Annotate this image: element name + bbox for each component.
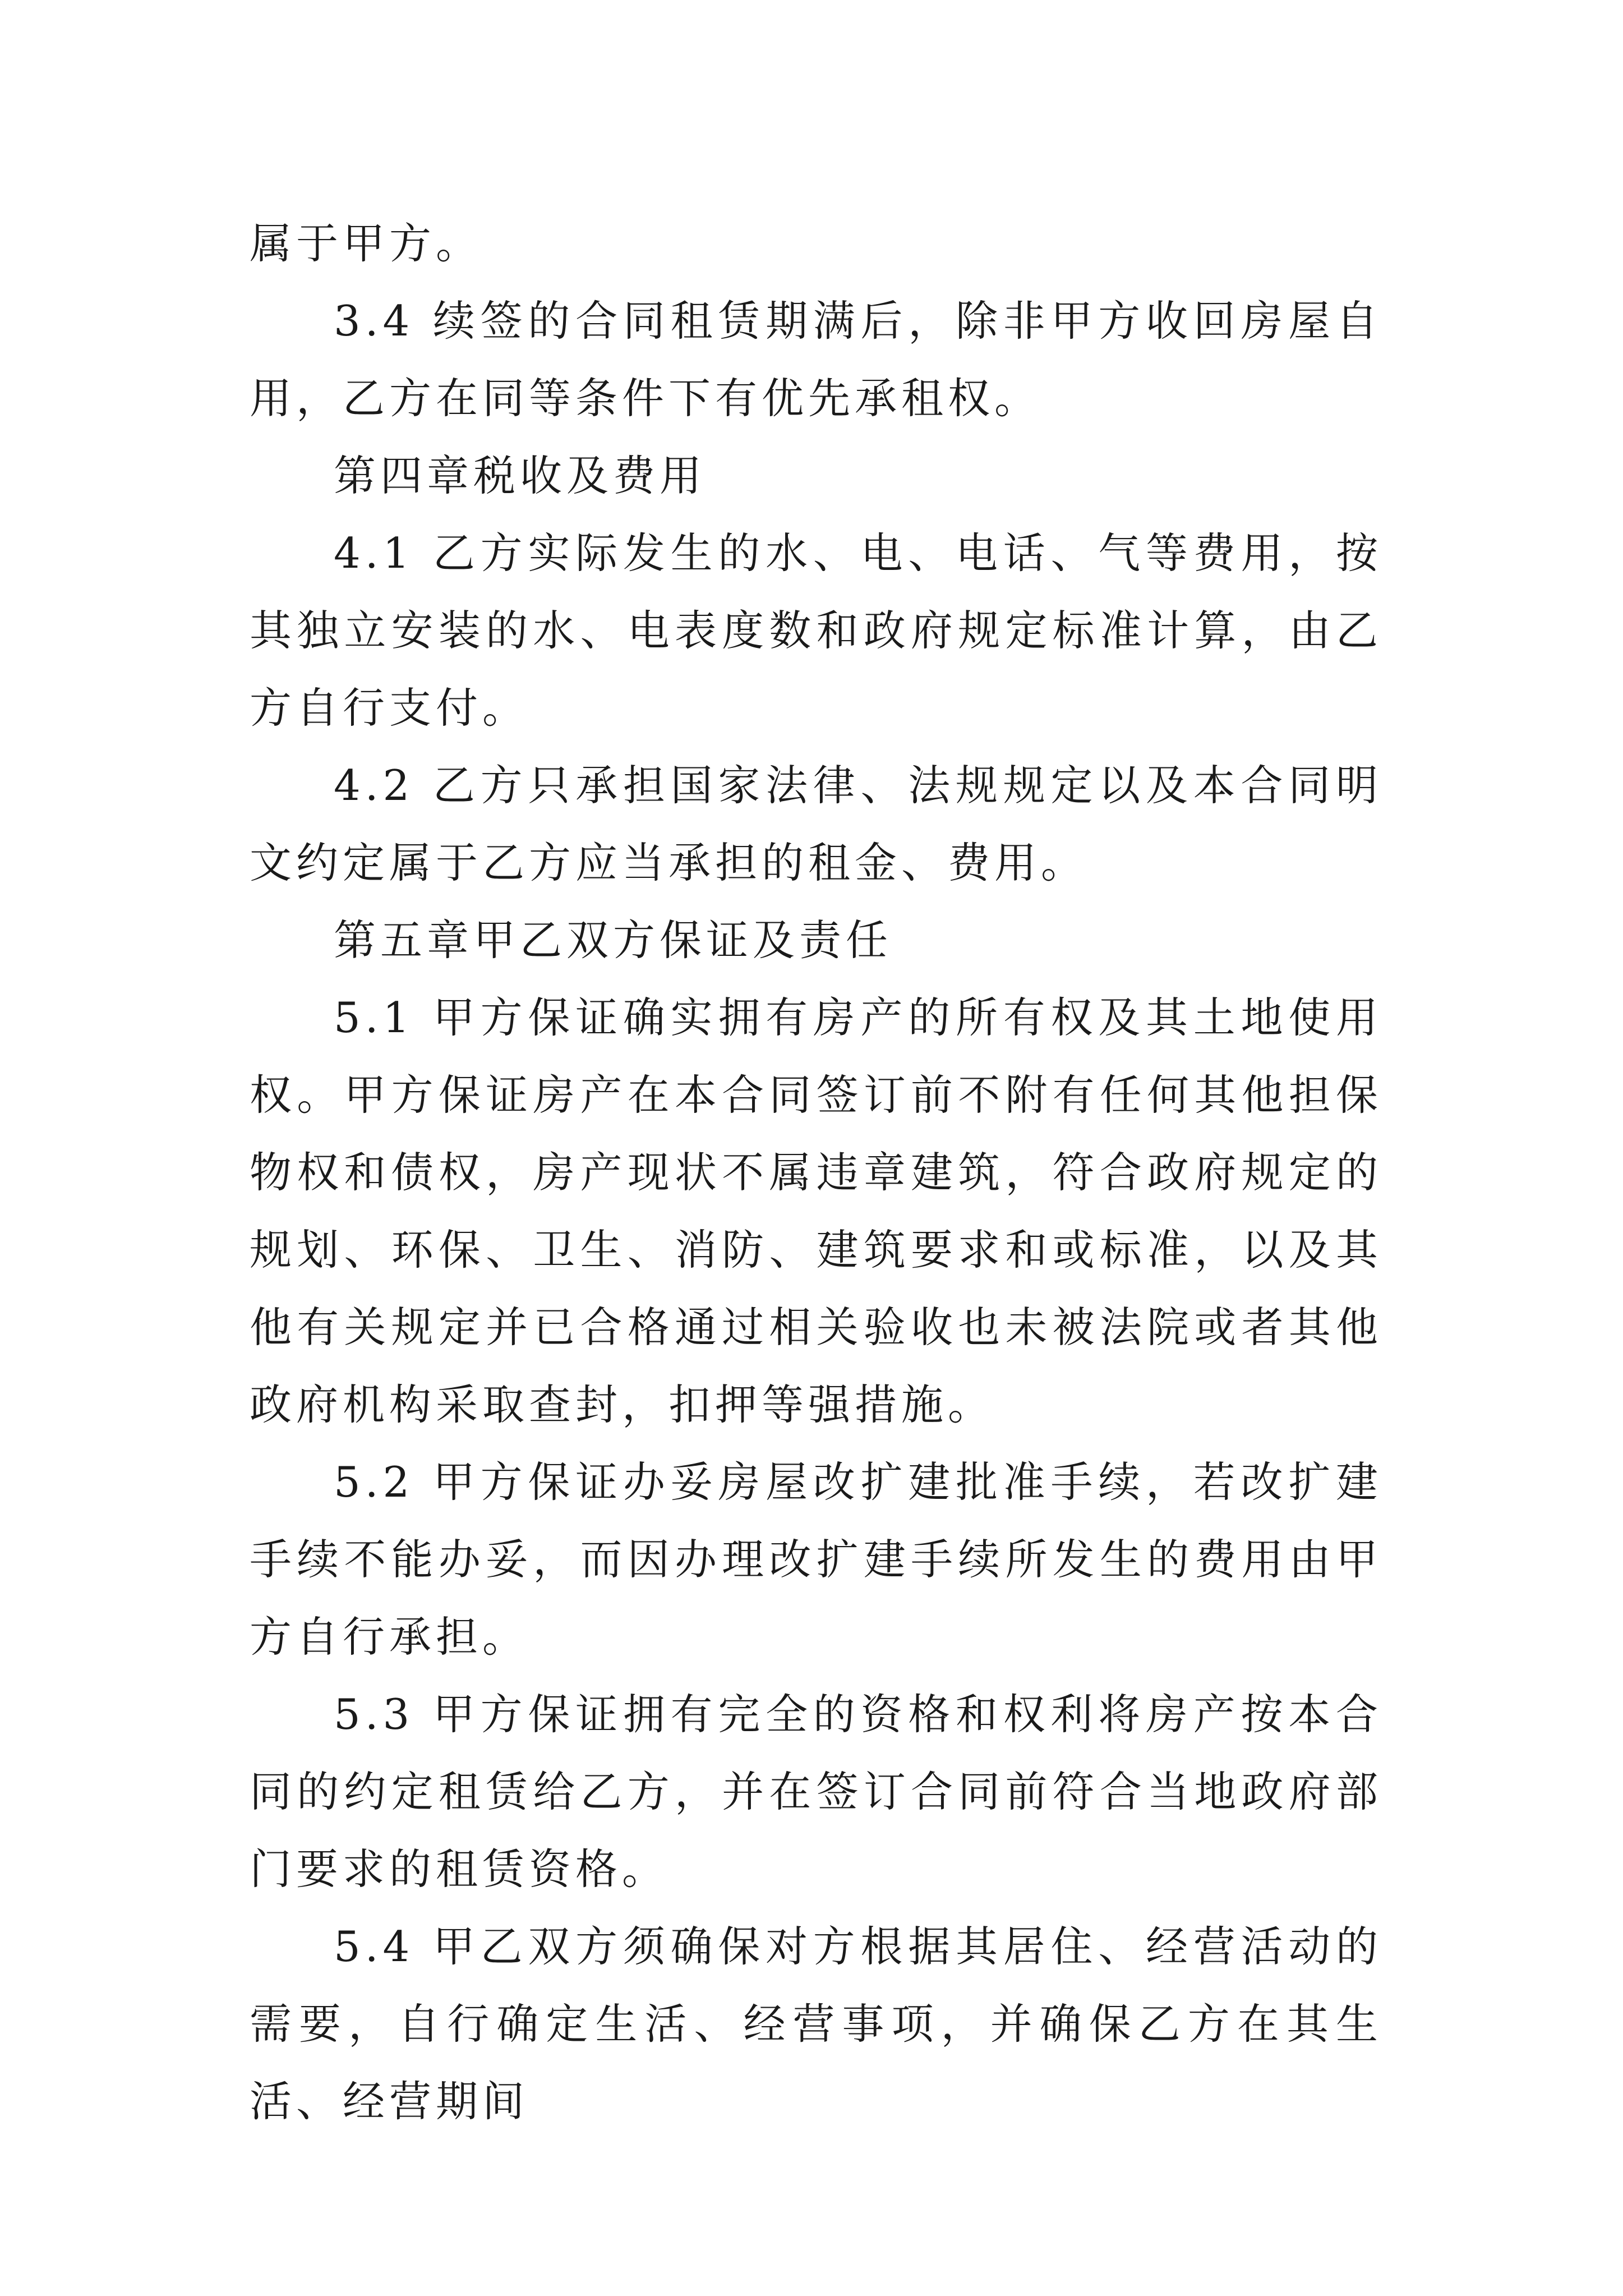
- clause-5-3: 5.3 甲方保证拥有完全的资格和权利将房产按本合同的约定租赁给乙方，并在签订合同前符合当地政府部门要求的租赁资格。: [250, 1690, 1382, 1894]
- clause-3-4: 3.4 续签的合同租赁期满后，除非甲方收回房屋自用，乙方在同等条件下有优先承租权。: [250, 296, 1382, 423]
- chapter-4-heading: 第四章税收及费用: [334, 451, 707, 500]
- paragraph-continuation: 属于甲方。: [250, 219, 483, 268]
- clause-4-1: 4.1 乙方实际发生的水、电、电话、气等费用，按其独立安装的水、电表度数和政府规定标准计算，由乙方自行支付。: [250, 528, 1382, 733]
- chapter-5-heading: 第五章甲乙双方保证及责任: [334, 915, 893, 965]
- clause-5-1: 5.1 甲方保证确实拥有房产的所有权及其土地使用权。甲方保证房产在本合同签订前不附有任何其他担保物权和债权，房产现状不属违章建筑，符合政府规定的规划、环保、卫生、消防、建筑要求和或标准，以及其他有关规定并已合格通过相关验收也未被法院或者其他政府机构采取查封，扣押等强措施。: [250, 993, 1382, 1429]
- clause-5-4: 5.4 甲乙双方须确保对方根据其居住、经营活动的需要，自行确定生活、经营事项，并确保乙方在其生活、经营期间: [250, 1922, 1382, 2126]
- clause-4-2: 4.2 乙方只承担国家法律、法规规定以及本合同明文约定属于乙方应当承担的租金、费用。: [250, 761, 1382, 887]
- clause-5-2: 5.2 甲方保证办妥房屋改扩建批准手续，若改扩建手续不能办妥，而因办理改扩建手续所发生的费用由甲方自行承担。: [250, 1457, 1382, 1662]
- document-body: [250, 205, 1382, 2140]
